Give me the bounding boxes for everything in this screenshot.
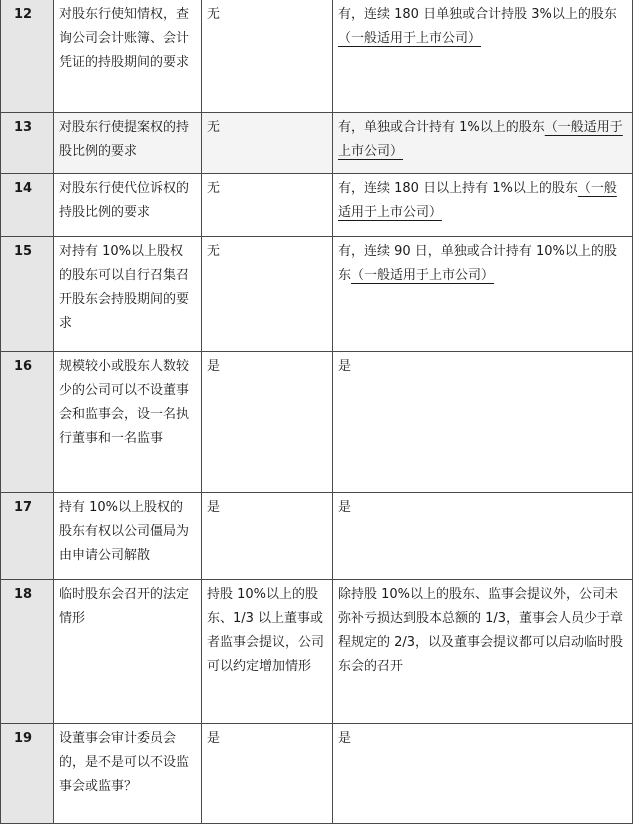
table-row bbox=[1, 493, 633, 580]
table-row bbox=[1, 237, 633, 352]
row-number: 13 bbox=[1, 113, 54, 174]
company-law-provision: 是 bbox=[202, 724, 333, 824]
row-number: 17 bbox=[1, 493, 54, 580]
listed-company-provision: 是 bbox=[333, 724, 633, 824]
item-description: 持有 10%以上股权的股东有权以公司僵局为由申请公司解散 bbox=[54, 493, 202, 580]
company-law-provision: 无 bbox=[202, 113, 333, 174]
company-law-provision: 无 bbox=[202, 237, 333, 352]
listed-company-provision: 除持股 10%以上的股东、监事会提议外，公司未弥补亏损达到股本总额的 1/3，董事会人员少于章程规定的 2/3，以及董事会提议都可以启动临时股东会的召开 bbox=[333, 580, 633, 724]
provision-text: 有，单独或合计持有 1%以上的股东 bbox=[338, 120, 545, 135]
company-law-provision: 是 bbox=[202, 352, 333, 493]
table-row bbox=[1, 174, 633, 237]
table-row bbox=[1, 724, 633, 824]
row-number: 18 bbox=[1, 580, 54, 724]
row-number: 12 bbox=[1, 0, 54, 113]
listed-company-provision bbox=[333, 0, 633, 113]
company-law-provision: 持股 10%以上的股东、1/3 以上董事或者监事会提议，公司可以约定增加情形 bbox=[202, 580, 333, 724]
applicability-note: （一般适用于上市公司） bbox=[351, 268, 495, 283]
table-row bbox=[1, 580, 633, 724]
company-law-provision: 无 bbox=[202, 0, 333, 113]
table-row bbox=[1, 0, 633, 113]
item-description: 对股东行使提案权的持股比例的要求 bbox=[54, 113, 202, 174]
company-law-provision: 是 bbox=[202, 493, 333, 580]
company-law-provision: 无 bbox=[202, 174, 333, 237]
item-description: 临时股东会召开的法定情形 bbox=[54, 580, 202, 724]
table-row bbox=[1, 352, 633, 493]
row-number: 15 bbox=[1, 237, 54, 352]
row-number: 14 bbox=[1, 174, 54, 237]
applicability-note: （一般适用于上市公司） bbox=[338, 181, 617, 220]
item-description: 对持有 10%以上股权的股东可以自行召集召开股东会持股期间的要求 bbox=[54, 237, 202, 352]
provision-text: 有，连续 180 日以上持有 1%以上的股东 bbox=[338, 181, 578, 196]
item-description: 设董事会审计委员会的，是不是可以不设监事会或监事？ bbox=[54, 724, 202, 824]
item-description: 规模较小或股东人数较少的公司可以不设董事会和监事会，设一名执行董事和一名监事 bbox=[54, 352, 202, 493]
applicability-note: （一般适用于上市公司） bbox=[338, 120, 623, 159]
item-description: 对股东行使代位诉权的持股比例的要求 bbox=[54, 174, 202, 237]
item-description: 对股东行使知情权，查询公司会计账簿、会计凭证的持股期间的要求 bbox=[54, 0, 202, 113]
listed-company-provision bbox=[333, 113, 633, 174]
row-number: 16 bbox=[1, 352, 54, 493]
listed-company-provision bbox=[333, 237, 633, 352]
listed-company-provision: 是 bbox=[333, 493, 633, 580]
applicability-note: （一般适用于上市公司） bbox=[338, 31, 482, 46]
listed-company-provision bbox=[333, 174, 633, 237]
row-number: 19 bbox=[1, 724, 54, 824]
provision-text: 有，连续 90 日，单独或合计持有 10%以上的股东 bbox=[338, 244, 617, 283]
table-row bbox=[1, 113, 633, 174]
listed-company-provision: 是 bbox=[333, 352, 633, 493]
provision-text: 有，连续 180 日单独或合计持股 3%以上的股东 bbox=[338, 7, 617, 22]
